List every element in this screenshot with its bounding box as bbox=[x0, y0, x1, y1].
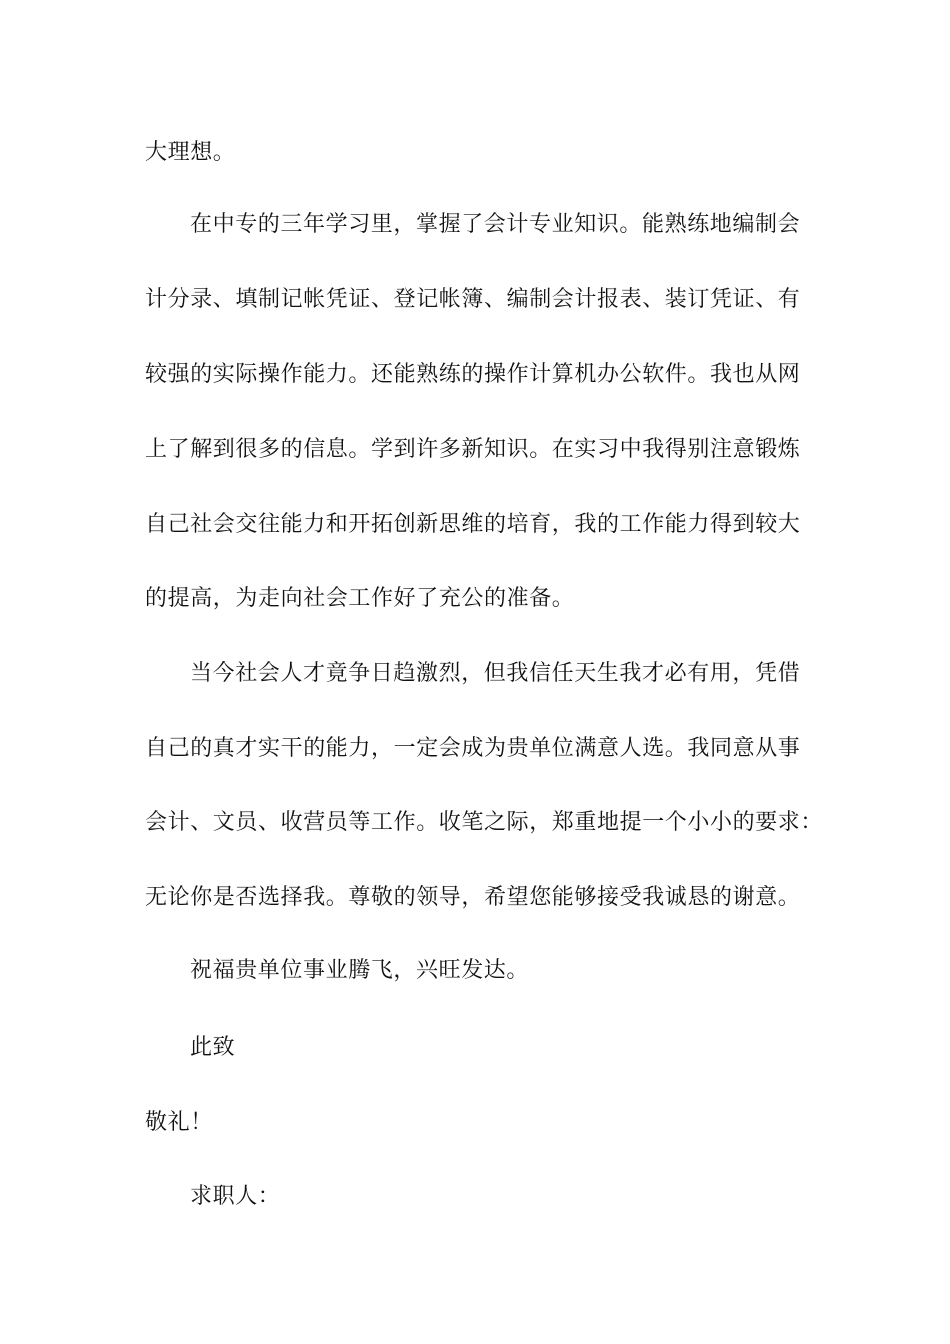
text-line-1: 大理想。 bbox=[145, 140, 236, 165]
text-line-5: 上了解到很多的信息。学到许多新知识。在实习中我得别注意锻炼 bbox=[145, 437, 801, 462]
text-line-8: 当今社会人才竟争日趋激烈，但我信任天生我才必有用，凭借 bbox=[190, 661, 801, 686]
text-line-15: 求职人： bbox=[190, 1184, 281, 1209]
text-line-11: 无论你是否选择我。尊敬的领导，希望您能够接受我诚恳的谢意。 bbox=[145, 885, 801, 910]
text-line-9: 自己的真才实干的能力，一定会成为贵单位满意人选。我同意从事 bbox=[145, 736, 801, 761]
text-line-3: 计分录、填制记帐凭证、登记帐簿、编制会计报表、装订凭证、有 bbox=[145, 287, 801, 312]
text-line-12: 祝福贵单位事业腾飞，兴旺发达。 bbox=[190, 958, 530, 983]
text-line-4: 较强的实际操作能力。还能熟练的操作计算机办公软件。我也从网 bbox=[145, 362, 801, 387]
text-line-10: 会计、文员、收营员等工作。收笔之际，郑重地提一个小小的要求： bbox=[145, 810, 824, 835]
text-line-14: 敬礼！ bbox=[145, 1110, 213, 1135]
text-line-6: 自己社会交往能力和开拓创新思维的培育，我的工作能力得到较大 bbox=[145, 512, 801, 537]
text-line-13: 此致 bbox=[190, 1035, 236, 1060]
text-line-2: 在中专的三年学习里，掌握了会计专业知识。能熟练地编制会 bbox=[190, 212, 801, 237]
text-line-7: 的提高，为走向社会工作好了充公的准备。 bbox=[145, 586, 575, 611]
